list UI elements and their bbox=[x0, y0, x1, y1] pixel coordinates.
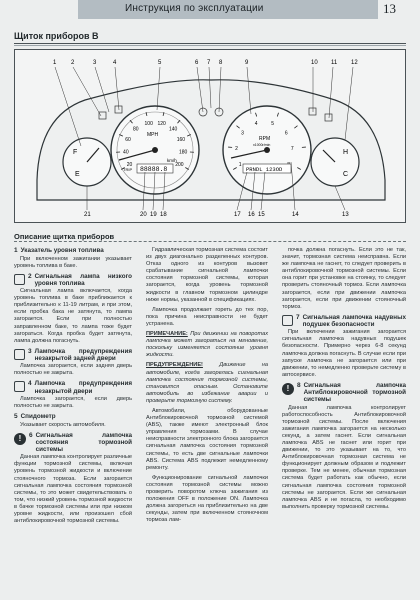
item-fuel-gauge-heading bbox=[14, 247, 132, 255]
lamp-check-paragraph: Функционирование сигнальной лампочки состояния тормозной системы можно проверить поворотом ключа зажигания из положения OFF в положение ON. Лампочка должна загореться на приблизительно на две секунды, затем при включенном стояночном тормоза лам- bbox=[146, 474, 268, 524]
text-column-1 bbox=[14, 247, 132, 528]
callout-label-top: 5 bbox=[158, 60, 162, 66]
item-title: Спидометр bbox=[20, 413, 56, 421]
warning-label: ПРЕДУПРЕЖДЕНИЕ! bbox=[146, 362, 203, 369]
item-title: Сигнальная лампа низкого уровня топлива bbox=[34, 272, 132, 287]
callout-label-top: 12 bbox=[351, 60, 358, 66]
fuel-full-label: F bbox=[73, 149, 78, 156]
item-liftgate-heading bbox=[14, 348, 132, 362]
text-column-3 bbox=[282, 247, 406, 514]
speedometer-tick-label: 140 bbox=[168, 126, 178, 133]
item-door-ajar-text: Лампочка загорается, если дверь полностью не закрыта. bbox=[14, 395, 132, 409]
note-text: При движении на поворотах лампочка может загораться на мгновение, поскольку изменяется состояние уровня жидкости. bbox=[146, 331, 268, 359]
callout-label-top: 2 bbox=[71, 60, 75, 66]
speedometer-tick-label: 20 bbox=[126, 162, 133, 168]
item-airbag-heading bbox=[282, 314, 406, 328]
warning-block bbox=[146, 362, 268, 405]
tachometer-tick-label: 2 bbox=[235, 145, 238, 152]
callout-label-bottom: 17 bbox=[234, 212, 241, 218]
warning-text: Движение на автомобиле, когда загорелась сигнальная лампочка состояния тормозной системы, становится опасным. Остановите автомобиль во избежание аварии и проверьте тормозную систему. bbox=[146, 362, 268, 404]
header-title: Инструкция по эксплуатации bbox=[125, 3, 264, 14]
callout-label-top: 4 bbox=[113, 60, 117, 66]
callout-label-top: 8 bbox=[219, 60, 223, 66]
callout-label-bottom: 18 bbox=[160, 212, 167, 218]
item-number: 2 bbox=[28, 272, 32, 280]
description-heading: Описание щитка приборов bbox=[14, 232, 115, 241]
tachometer-tick-label: 7 bbox=[290, 145, 294, 152]
item-door-ajar-heading bbox=[14, 380, 132, 394]
callout-label-bottom: 16 bbox=[248, 212, 255, 218]
tachometer-unit: RPM bbox=[259, 136, 271, 142]
continued-paragraph: почка должна погаснуть. Если это не так, значит, тормозная система неисправна. Если же лампочка не гаснет, то следует проверить в антиблокировочной тормозной системы. Если она горит при установке на стоянку, то следует проверить стояночный тормоз. Если лампочка загорается, если при движении лампочка загорается, если при движении стояночный тормоз. bbox=[282, 247, 406, 310]
item-liftgate-text: Лампочка загорается, если задняя дверь полностью не закрыта. bbox=[14, 363, 132, 377]
airbag-icon bbox=[282, 315, 293, 326]
speedometer-tick-label: 80 bbox=[133, 126, 139, 133]
tachometer-tick-label: 3 bbox=[241, 130, 244, 137]
callout-label-bottom: 20 bbox=[140, 212, 147, 218]
speedometer-tick-label: 180 bbox=[178, 149, 188, 156]
callout-label-bottom: 21 bbox=[84, 212, 91, 218]
item-low-fuel-text: Сигнальная лампа включается, когда уровень топлива в баке приближается к приблизительно к 11-19 литрам, и при этом, если пробка бака не затянута, то лампа загорается. Если при полностью заправленном баке, то лампа тоже будет загораться. Когда пробка будет затянута, лампа должна погаснуть. bbox=[14, 288, 132, 344]
tachometer-tick-label: 1 bbox=[238, 162, 242, 168]
callout-label-bottom: 13 bbox=[342, 212, 349, 218]
item-number: 7 bbox=[296, 313, 300, 321]
tachometer-hub bbox=[264, 147, 270, 153]
item-fuel-gauge-text: При включенном зажигании указывает уровень топлива в баке. bbox=[14, 255, 132, 269]
speedometer-hub bbox=[152, 147, 158, 153]
callout-label-bottom: 19 bbox=[150, 212, 157, 218]
text-column-2 bbox=[146, 247, 268, 527]
tachometer-tick-label: 4 bbox=[254, 121, 258, 128]
callout-label-top: 10 bbox=[311, 60, 318, 66]
speedometer-tick-label: 60 bbox=[125, 136, 131, 143]
section-title: Щиток приборов B bbox=[14, 31, 99, 41]
item-title: Сигнальная лампочка состояния тормозной системы bbox=[35, 431, 132, 454]
item-number: 5 bbox=[14, 413, 18, 421]
temperature-hot-label: H bbox=[343, 149, 349, 156]
item-brake-lamp-heading bbox=[14, 432, 132, 454]
page-header bbox=[0, 0, 420, 22]
lamp-stays-on-paragraph: Лампочка продолжает гореть до тех пор, пока причина неисправности не будет устранена. bbox=[146, 306, 268, 327]
item-number: 1 bbox=[14, 247, 18, 254]
instrument-cluster-drawing bbox=[15, 50, 407, 224]
section-rule-thin bbox=[14, 45, 406, 46]
speedometer-tick-label: 40 bbox=[123, 149, 129, 156]
callout-label-top: 6 bbox=[195, 60, 199, 66]
tachometer-tick-label: 6 bbox=[284, 130, 288, 137]
speedometer-mph-label: MPH bbox=[147, 132, 159, 138]
item-title: Указатель уровня топлива bbox=[20, 247, 104, 254]
item-abs-text: Данная лампочка контролирует работоспособность Антиблокировочной тормозной системы. После включения зажигания лампочка загорается на несколько секунд, а затем гаснет. Если сигнальная лампочка ABS не гаснет или горит при движении, то это указывает на то, что Антиблокировочная тормозная система не функционирует должным образом и подлежит проверке. Тем не менее, обычная тормозная система будет работать как обычно, если сигнальная лампочка состояния тормозной системы не загорается. Если же сигнальная лампочка ABS и не погасла, то необходимо выполнить проверку тормозной системы. bbox=[282, 404, 406, 510]
odometer-value: 88888.8 bbox=[140, 166, 168, 173]
fuel-empty-label: E bbox=[75, 171, 80, 178]
brake-warning-icon: ! bbox=[14, 433, 26, 445]
callout-label-top: 7 bbox=[207, 60, 211, 66]
item-title: Сигнальная лампочка Антиблокировочной тормозной системы bbox=[303, 381, 406, 404]
abs-paragraph: Автомобили, оборудованные Антиблокировочной тормозной системой (ABS), также имеют электронный блок управления тормозами. В случае неисправности электронного блока загорается сигнальная лампочка состояния тормозной системы, то есть две сигнальные лампочки ABS. Система ABS подлежит немедленному ремонту. bbox=[146, 407, 268, 471]
callout-label-top: 9 bbox=[245, 60, 249, 66]
speedometer-tick-label: 120 bbox=[157, 120, 166, 127]
callout-label-top: 11 bbox=[331, 60, 338, 66]
speedometer-tick-label: 160 bbox=[176, 136, 186, 143]
note-block bbox=[146, 331, 268, 359]
callout-label-top: 1 bbox=[53, 60, 57, 66]
callout-label-top: 3 bbox=[93, 60, 97, 66]
speedometer-tick-label: 200 bbox=[175, 162, 184, 168]
item-speedometer-heading bbox=[14, 413, 132, 421]
speedometer-unit: km/h bbox=[167, 158, 177, 163]
fuel-pump-icon bbox=[14, 274, 25, 285]
gear-display-value: PRNDL 123OD bbox=[246, 166, 283, 173]
temperature-cold-label: C bbox=[343, 171, 349, 178]
item-speedometer-text: Указывает скорость автомобиля. bbox=[20, 421, 106, 428]
tachometer-tick-label: 5 bbox=[271, 121, 275, 128]
abs-warning-icon: ! bbox=[282, 383, 294, 395]
speedometer-tick-label: 100 bbox=[144, 120, 153, 127]
item-airbag-text: При включении зажигания загорается сигнальная лампочка надувных подушек безопасности. Примерно через 6-8 секунд лампочка должна погаснуть. В случае если при запуске лампочка не загорается или при движении, то немедленно проверьте систему в автосервисе. bbox=[282, 329, 406, 378]
item-title: Лампочка предупреждения незакрытой двери bbox=[34, 380, 132, 395]
item-abs-heading bbox=[282, 382, 406, 404]
item-title: Лампочка предупреждения незакрытой задней двери bbox=[34, 347, 132, 363]
instrument-cluster-illustration bbox=[14, 49, 406, 223]
description-rule bbox=[14, 241, 406, 242]
item-brake-lamp-text: Данная лампочка контролирует различные функции тормозной системы, включая уровень тормозной жидкости и включение стояночного тормоза. Если загорается сигнальная лампочка состояния тормозной системы, то это может свидетельствовать о том, что низкий уровень тормозной жидкости в бачке тормозной системы или при низком уровне жидкости, или произошел сбой антиблокировочной тормозной системы. bbox=[14, 454, 132, 525]
item-number: 3 bbox=[28, 347, 32, 355]
brake-system-paragraph: Гидравлическая тормозная система состоит из двух диагонально разделенных контуров. Отказ одного из контуров вызовет срабатывание сигнальной лампочки состояния тормозной системы, которая загорается, когда уровень тормозной жидкости в главном тормозном цилиндре ниже нормы, указанной в спецификациях. bbox=[146, 247, 268, 303]
item-low-fuel-heading bbox=[14, 273, 132, 287]
note-label: ПРИМЕЧАНИЕ: bbox=[146, 331, 188, 338]
door-ajar-icon bbox=[14, 381, 25, 392]
trip-label: TRIP bbox=[123, 167, 133, 172]
item-number: 4 bbox=[28, 380, 32, 388]
liftgate-icon bbox=[14, 349, 25, 360]
item-title: Сигнальная лампочка надувных подушек безопасности bbox=[302, 313, 406, 329]
section-rule bbox=[14, 43, 406, 44]
tachometer-scale: x1000r/min bbox=[253, 143, 271, 147]
item-number: 6 bbox=[29, 431, 33, 439]
callout-label-bottom: 14 bbox=[292, 212, 299, 218]
callout-label-bottom: 15 bbox=[258, 212, 265, 218]
page-number: 13 bbox=[383, 1, 396, 16]
item-number: 8 bbox=[297, 381, 301, 389]
